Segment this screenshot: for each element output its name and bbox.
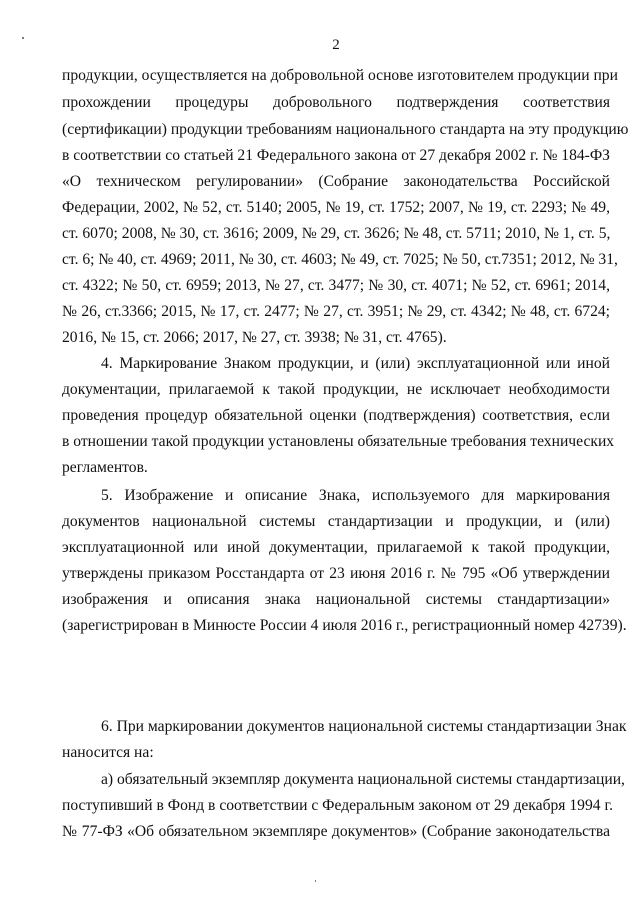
text-line: утверждены приказом Росстандарта от 23 июня 2016 г. № 795 «Об утверждении xyxy=(62,565,610,582)
text-line: регламентов. xyxy=(62,459,148,476)
paragraph-5-first-line: 5. Изображение и описание Знака, используемого для маркирования xyxy=(101,487,610,504)
text-line: документов национальной системы стандартизации и продукции, и (или) xyxy=(62,513,610,530)
text-line: (сертификации) продукции требованиям национального стандарта на эту продукцию xyxy=(62,121,629,138)
text-line: 2016, № 15, ст. 2066; 2017, № 27, ст. 3938; № 31, ст. 4765). xyxy=(62,329,447,346)
text-line: ст. 4322; № 50, ст. 6959; 2013, № 27, ст. 3477; № 30, ст. 4071; № 52, ст. 6961; 2014, xyxy=(62,277,610,294)
text-line: ст. 6; № 40, ст. 4969; 2011, № 30, ст. 4603; № 49, ст. 7025; № 50, ст.7351; 2012, № 31, xyxy=(62,251,618,268)
paragraph-6a-first-line: а) обязательный экземпляр документа национальной системы стандартизации, xyxy=(101,771,625,788)
text-line: документации, прилагаемой к такой продукции, не исключает необходимости xyxy=(62,381,610,398)
text-line: № 26, ст.3366; 2015, № 17, ст. 2477; № 27, ст. 3951; № 29, ст. 4342; № 48, ст. 6724; xyxy=(62,303,610,320)
text-line: наносится на: xyxy=(62,744,154,761)
paragraph-6-first-line: 6. При маркировании документов национальной системы стандартизации Знак xyxy=(101,718,627,735)
text-line: эксплуатационной или иной документации, прилагаемой к такой продукции, xyxy=(62,539,610,556)
text-line: ст. 6070; 2008, № 30, ст. 3616; 2009, № 29, ст. 3626; № 48, ст. 5711; 2010, № 1, ст. 5, xyxy=(62,225,611,242)
section-heading-line xyxy=(62,660,640,680)
text-line: изображения и описания знака национальной системы стандартизации» xyxy=(62,591,610,608)
text-line: прохождении процедуры добровольного подтверждения соответствия xyxy=(62,94,610,111)
text-line: (зарегистрирован в Минюсте России 4 июля 2016 г., регистрационный номер 42739). xyxy=(62,617,627,634)
scan-speck xyxy=(315,880,316,882)
text-line: продукции, осуществляется на добровольной основе изготовителем продукции при xyxy=(62,67,618,84)
text-line: в отношении такой продукции установлены обязательные требования технических xyxy=(62,433,615,450)
text-line: № 77-ФЗ «Об обязательном экземпляре документов» (Собрание законодательства xyxy=(62,823,610,840)
text-line: «О техническом регулировании» (Собрание законодательства Российской xyxy=(62,173,610,190)
text-line: Федерации, 2002, № 52, ст. 5140; 2005, № 19, ст. 1752; 2007, № 19, ст. 2293; № 49, xyxy=(62,199,610,216)
paragraph-4-first-line: 4. Маркирование Знаком продукции, и (или) эксплуатационной или иной xyxy=(101,355,610,372)
section-heading-line xyxy=(62,681,640,701)
text-line: в соответствии со статьей 21 Федерального закона от 27 декабря 2002 г. № 184-ФЗ xyxy=(62,147,610,164)
page-number: 2 xyxy=(332,37,340,53)
text-line: поступивший в Фонд в соответствии с Федеральным законом от 29 декабря 1994 г. xyxy=(62,797,613,814)
text-line: проведения процедур обязательной оценки (подтверждения) соответствия, если xyxy=(62,407,610,424)
